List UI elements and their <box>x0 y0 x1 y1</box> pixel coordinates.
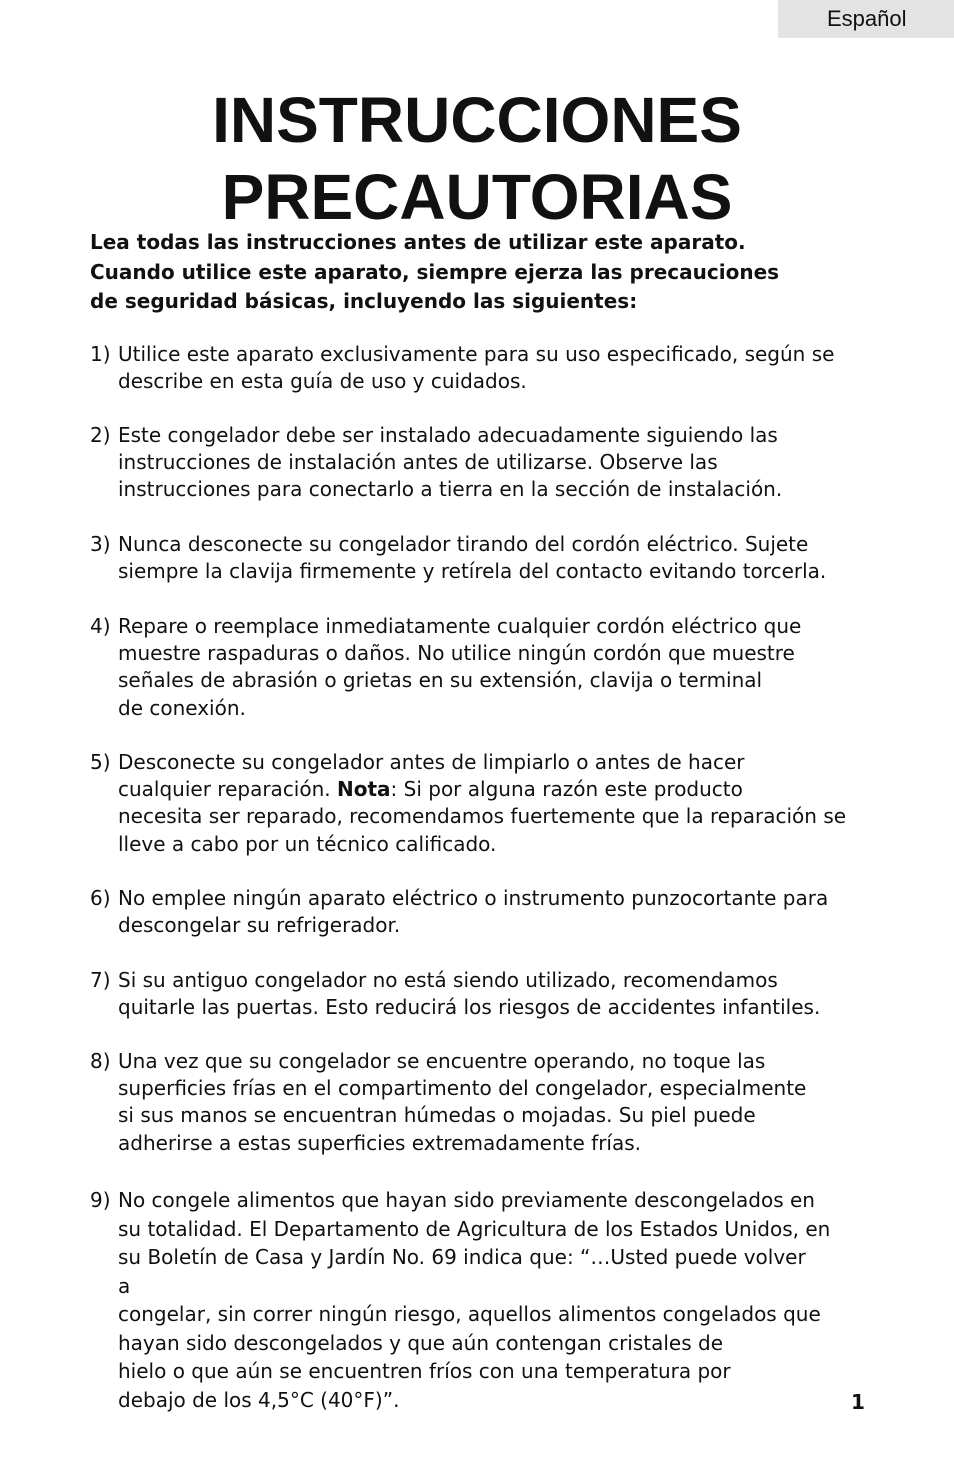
item-line: Repare o reemplace inmediatamente cualquier cordón eléctrico que <box>118 614 802 638</box>
item-line: superficies frías en el compartimento del congelador, especialmente <box>118 1076 807 1101</box>
intro-line: Cuando utilice este aparato, siempre ejerza las precauciones <box>90 259 780 284</box>
item-line: a <box>118 1273 131 1298</box>
item-line: Utilice este aparato exclusivamente para su uso especificado, según se <box>118 342 835 366</box>
item-line: siempre la clavija firmemente y retírela del contacto evitando torcerla. <box>118 559 827 584</box>
note-label: Nota <box>337 777 391 802</box>
title-line-1: INSTRUCCIONES <box>212 84 742 156</box>
item-line: su Boletín de Casa y Jardín No. 69 indica que: “…Usted puede volver <box>118 1245 806 1269</box>
item-line: Desconecte su congelador antes de limpiarlo o antes de hacer <box>118 750 745 774</box>
item-number: 9) <box>90 1188 111 1212</box>
item-line: si sus manos se encuentran húmedas o mojadas. Su piel puede <box>118 1103 756 1128</box>
item-line: Una vez que su congelador se encuentre operando, no toque las <box>118 1049 766 1073</box>
item-line: congelar, sin correr ningún riesgo, aquellos alimentos congelados que <box>118 1302 821 1326</box>
item-text: : Si por alguna razón este producto <box>390 777 743 802</box>
list-item-1 <box>90 341 890 395</box>
item-number: 4) <box>90 614 111 638</box>
item-line: de conexión. <box>118 695 246 720</box>
item-line: muestre raspaduras o daños. No utilice ningún cordón que muestre <box>118 641 795 666</box>
item-line: No emplee ningún aparato eléctrico o instrumento punzocortante para <box>118 886 829 910</box>
item-line: instrucciones de instalación antes de utilizarse. Observe las <box>118 450 718 475</box>
intro-line: de seguridad básicas, incluyendo las siguientes: <box>90 289 638 313</box>
list-item-3 <box>90 531 890 585</box>
list-item-6 <box>90 885 890 939</box>
item-line: quitarle las puertas. Esto reducirá los riesgos de accidentes infantiles. <box>118 995 821 1020</box>
language-tab: Español <box>778 0 954 38</box>
intro-line: Lea todas las instrucciones antes de utilizar este aparato. <box>90 230 746 254</box>
list-item-2 <box>90 422 890 504</box>
item-line: su totalidad. El Departamento de Agricultura de los Estados Unidos, en <box>118 1216 831 1241</box>
item-line: instrucciones para conectarlo a tierra en la sección de instalación. <box>118 477 783 502</box>
item-line: necesita ser reparado, recomendamos fuertemente que la reparación se <box>118 804 847 829</box>
item-line: adherirse a estas superficies extremadamente frías. <box>118 1130 642 1155</box>
item-number: 7) <box>90 968 111 992</box>
item-line: descongelar su refrigerador. <box>118 913 401 938</box>
item-line: lleve a cabo por un técnico calificado. <box>118 831 497 856</box>
page-number: 1 <box>851 1390 865 1414</box>
list-item-4 <box>90 613 890 722</box>
item-line: hielo o que aún se encuentren fríos con una temperatura por <box>118 1359 731 1383</box>
item-number: 8) <box>90 1049 111 1073</box>
item-line-note <box>118 776 890 803</box>
item-line: describe en esta guía de uso y cuidados. <box>118 369 527 394</box>
item-text: cualquier reparación. <box>118 777 337 802</box>
list-item-7 <box>90 967 890 1021</box>
item-line: debajo de los 4,5°C (40°F)”. <box>118 1387 400 1412</box>
item-number: 5) <box>90 750 111 774</box>
item-number: 3) <box>90 532 111 556</box>
item-line: Este congelador debe ser instalado adecuadamente siguiendo las <box>118 423 778 447</box>
item-line: No congele alimentos que hayan sido previamente descongelados en <box>118 1188 815 1212</box>
item-line: Si su antiguo congelador no está siendo utilizado, recomendamos <box>118 968 778 992</box>
page-title <box>0 82 954 236</box>
item-number: 6) <box>90 886 111 910</box>
item-line: señales de abrasión o grietas en su extensión, clavija o terminal <box>118 668 763 693</box>
list-item-8 <box>90 1048 890 1157</box>
item-line: Nunca desconecte su congelador tirando del cordón eléctrico. Sujete <box>118 532 809 556</box>
item-number: 2) <box>90 423 111 447</box>
list-item-9 <box>90 1186 890 1414</box>
title-line-2: PRECAUTORIAS <box>221 161 733 233</box>
item-number: 1) <box>90 342 111 366</box>
list-item-5 <box>90 749 890 858</box>
intro-paragraph <box>90 228 890 317</box>
item-line: hayan sido descongelados y que aún contengan cristales de <box>118 1330 724 1355</box>
